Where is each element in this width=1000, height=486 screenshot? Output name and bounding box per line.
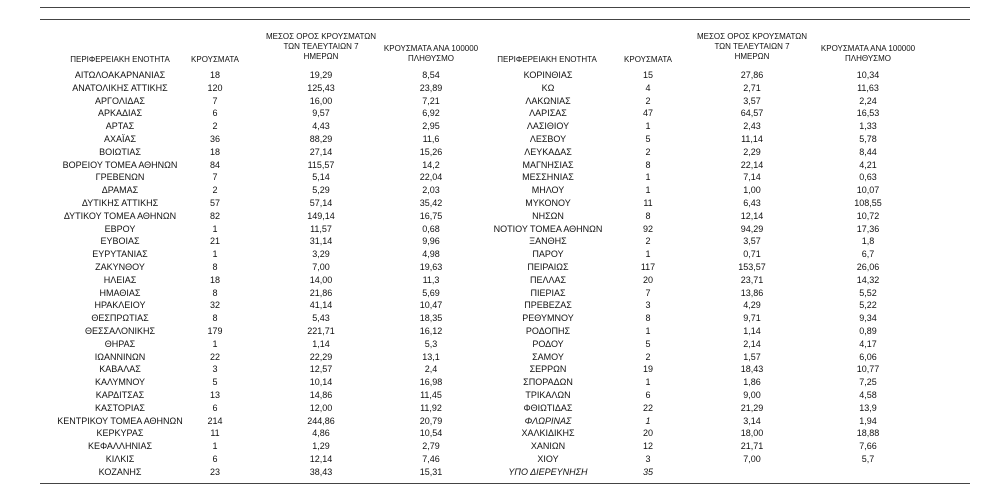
cell-per100k: 108,55 [854,198,882,208]
cell-region: ΛΑΡΙΣΑΣ [529,108,567,119]
cell-per100k: 19,63 [419,262,443,272]
cell-per100k: 35,42 [419,198,443,208]
cell-region: ΡΟΔΟΥ [532,338,564,349]
cell-per100k: 5,69 [422,287,440,298]
cell-cases: 19 [642,364,653,375]
cell-cases: 11 [210,428,220,439]
cell-avg: 9,00 [743,390,761,400]
cell-per100k: 11,45 [420,390,442,400]
cell-cases: 1 [212,441,218,452]
left-header-avg-line3: ΗΜΕΡΩΝ [303,52,339,61]
cell-cases: 5 [212,377,218,388]
cell-avg: 10,14 [309,377,333,388]
cell-avg: 2,43 [743,121,761,132]
cell-per100k: 14,32 [856,274,880,285]
cell-cases: 15 [642,70,653,80]
cell-cases: 1 [645,172,651,183]
cell-per100k: 18,88 [856,428,880,439]
cell-per100k: 10,34 [856,70,880,80]
cell-avg: 12,14 [309,454,333,464]
cell-region: ΒΟΡΕΙΟΥ ΤΟΜΕΑ ΑΘΗΝΩΝ [62,159,178,170]
header-rule [40,19,970,20]
left-header-cases: ΚΡΟΥΣΜΑΤΑ [191,55,239,64]
cell-avg: 88,29 [309,134,333,144]
cell-cases: 18 [209,274,220,285]
cell-cases: 1 [212,249,218,260]
cell-avg: 64,57 [740,108,764,119]
cell-cases: 2 [645,351,651,362]
cell-per100k: 2,03 [422,185,440,196]
cell-region: ΚΑΛΥΜΝΟΥ [94,377,146,388]
cell-region: ΗΡΑΚΛΕΙΟΥ [94,300,146,311]
cell-region: ΘΗΡΑΣ [104,338,136,349]
cell-per100k: 23,89 [419,82,443,93]
cell-cases: 5 [645,134,651,144]
cell-avg: 125,43 [307,82,335,93]
cell-avg: 11,57 [310,223,332,234]
cell-region: ΣΠΟΡΑΔΩΝ [523,377,573,388]
cell-region: ΑΧΑΪΑΣ [103,134,137,144]
cell-cases: 7 [645,287,651,298]
cell-per100k: 9,96 [422,236,440,247]
cell-per100k: 15,31 [419,466,443,477]
cell-per100k: 4,21 [859,159,877,170]
cell-region: ΥΠΟ ΔΙΕΡΕΥΝΗΣΗ [508,466,588,477]
cell-cases: 2 [645,95,651,106]
cell-per100k: 5,78 [859,134,877,144]
cell-avg: 41,14 [309,300,333,311]
cell-region: ΠΑΡΟΥ [532,249,564,260]
cell-cases: 11 [643,198,653,208]
cell-per100k: 16,75 [419,210,443,221]
cell-avg: 23,71 [740,274,764,285]
cell-per100k: 7,21 [422,95,440,106]
cell-region: ΚΕΦΑΛΛΗΝΙΑΣ [87,441,153,452]
cell-avg: 11,14 [741,134,763,144]
cell-region: ΛΑΚΩΝΙΑΣ [525,95,571,106]
cell-per100k: 1,8 [861,236,875,247]
cell-region: ΞΑΝΘΗΣ [529,236,567,247]
cell-per100k: 22,04 [419,172,443,183]
cell-per100k: 11,6 [422,134,440,144]
left-header-per100k [370,44,492,64]
cell-avg: 31,14 [309,236,333,247]
cell-avg: 4,43 [312,121,330,132]
cell-per100k: 2,4 [424,364,438,375]
cell-region: ΠΡΕΒΕΖΑΣ [524,300,572,311]
cell-per100k: 16,53 [856,108,880,119]
cell-cases: 214 [207,415,223,426]
cell-avg: 18,00 [740,428,764,439]
cell-cases: 1 [645,121,651,132]
cell-per100k: 0,68 [422,223,440,234]
cell-region: ΘΕΣΣΑΛΟΝΙΚΗΣ [84,326,156,336]
cell-cases: 179 [207,326,223,336]
cell-avg: 5,29 [312,185,330,196]
cell-region: ΚΑΣΤΟΡΙΑΣ [95,402,145,413]
cell-cases: 1 [212,338,218,349]
cell-region: ΑΡΓΟΛΙΔΑΣ [95,95,145,106]
cell-region: ΜΥΚΟΝΟΥ [525,198,571,208]
cell-cases: 120 [207,82,223,93]
right-header-region: ΠΕΡΙΦΕΡΕΙΑΚΗ ΕΝΟΤΗΤΑ [497,55,597,64]
cell-avg: 1,57 [743,351,761,362]
cell-avg: 22,14 [740,159,764,170]
cell-per100k: 10,54 [419,428,443,439]
cell-per100k: 16,98 [419,377,443,388]
cell-cases: 8 [645,313,651,324]
cell-avg: 57,14 [309,198,333,208]
cell-per100k: 5,52 [859,287,877,298]
cell-avg: 244,86 [307,415,335,426]
cell-per100k: 10,77 [856,364,880,375]
cell-cases: 22 [209,351,220,362]
cell-per100k: 8,44 [859,146,877,157]
left-header-avg-line2: ΤΩΝ ΤΕΛΕΥΤΑΙΩΝ 7 [283,42,359,51]
cell-per100k: 7,46 [422,454,440,464]
cell-region: ΔΥΤΙΚΟΥ ΤΟΜΕΑ ΑΘΗΝΩΝ [63,210,177,221]
right-header-per100k-line2: ΠΛΗΘΥΣΜΟ [844,54,892,63]
cell-cases: 84 [209,159,220,170]
cell-cases: 2 [212,121,218,132]
cell-region: ΠΙΕΡΙΑΣ [530,287,566,298]
cell-region: ΧΙΟΥ [537,454,559,464]
cell-avg: 27,86 [740,70,764,80]
cell-cases: 20 [642,428,653,439]
right-header-per100k-line1: ΚΡΟΥΣΜΑΤΑ ΑΝΑ 100000 [820,44,916,53]
cell-avg: 1,14 [743,326,761,336]
cell-region: ΕΥΡΥΤΑΝΙΑΣ [92,249,148,260]
cell-region: ΙΩΑΝΝΙΝΩΝ [94,351,146,362]
cell-cases: 18 [209,146,220,157]
cell-cases: 23 [209,466,220,477]
cell-cases: 36 [209,134,220,144]
cell-region: ΚΩ [541,82,555,93]
cell-avg: 19,29 [309,70,333,80]
cell-region: ΑΡΤΑΣ [105,121,135,132]
cell-region: ΛΑΣΙΘΙΟΥ [526,121,570,132]
cell-per100k: 11,63 [857,82,879,93]
cell-avg: 153,57 [738,262,766,272]
cell-per100k: 6,92 [422,108,440,119]
cell-per100k: 17,36 [856,223,880,234]
cell-cases: 1 [645,249,651,260]
right-header-per100k [806,44,930,64]
cell-avg: 1,14 [312,338,330,349]
cell-region: ΑΙΤΩΛΟΑΚΑΡΝΑΝΙΑΣ [74,70,166,80]
cell-avg: 21,71 [740,441,764,452]
cell-avg: 2,14 [743,338,761,349]
cell-region: ΜΗΛΟΥ [531,185,565,196]
cell-cases: 8 [212,262,218,272]
cell-region: ΝΗΣΩΝ [532,210,564,221]
cell-per100k: 18,35 [419,313,443,324]
cell-avg: 2,71 [743,82,761,93]
cell-avg: 7,14 [743,172,761,183]
cell-avg: 18,43 [740,364,764,375]
cell-avg: 5,43 [312,313,330,324]
right-header-cases: ΚΡΟΥΣΜΑΤΑ [624,55,672,64]
cell-avg: 7,00 [312,262,330,272]
cell-region: ΡΟΔΟΠΗΣ [525,326,571,336]
cell-cases: 13 [209,390,220,400]
cell-region: ΚΟΡΙΝΘΙΑΣ [523,70,573,80]
cell-avg: 38,43 [309,466,333,477]
cell-region: ΛΕΥΚΑΔΑΣ [524,146,572,157]
cell-cases: 8 [645,159,651,170]
cell-per100k: 10,72 [856,210,880,221]
cell-avg: 12,00 [309,402,333,413]
cell-avg: 2,29 [743,146,761,157]
cell-cases: 1 [645,377,651,388]
cell-cases: 7 [212,95,218,106]
cell-avg: 3,14 [743,415,761,426]
cell-region: ΚΙΛΚΙΣ [105,454,135,464]
cell-per100k: 8,54 [422,70,440,80]
cell-per100k: 1,33 [859,121,877,132]
cell-region: ΚΕΡΚΥΡΑΣ [96,428,144,439]
cell-cases: 18 [209,70,220,80]
cell-cases: 32 [209,300,220,311]
cell-region: ΤΡΙΚΑΛΩΝ [525,390,571,400]
cell-region: ΕΒΡΟΥ [104,223,136,234]
cell-region: ΜΕΣΣΗΝΙΑΣ [522,172,574,183]
cell-avg: 1,86 [743,377,761,388]
bottom-rule [40,483,970,484]
cell-cases: 8 [645,210,651,221]
cell-per100k: 10,07 [856,185,880,196]
cell-region: ΦΛΩΡΙΝΑΣ [524,415,572,426]
cell-avg: 12,14 [740,210,764,221]
cell-avg: 0,71 [743,249,761,260]
cell-region: ΣΑΜΟΥ [532,351,564,362]
cell-per100k: 26,06 [856,262,880,272]
cell-cases: 3 [645,300,651,311]
cell-avg: 3,57 [743,236,761,247]
cell-cases: 6 [212,402,218,413]
cell-per100k: 4,98 [422,249,440,260]
top-rule [40,7,970,8]
cell-per100k: 16,12 [419,326,443,336]
cell-region: ΕΥΒΟΙΑΣ [100,236,140,247]
right-header-avg-line2: ΤΩΝ ΤΕΛΕΥΤΑΙΩΝ 7 [714,42,790,51]
right-header-avg [690,32,814,62]
right-header-avg-line1: ΜΕΣΟΣ ΟΡΟΣ ΚΡΟΥΣΜΑΤΩΝ [696,32,808,41]
cell-cases: 4 [645,82,651,93]
cell-region: ΗΜΑΘΙΑΣ [99,287,141,298]
cell-per100k: 4,17 [859,338,877,349]
cell-avg: 14,86 [309,390,333,400]
cell-cases: 1 [645,185,651,196]
cell-avg: 9,57 [312,108,330,119]
cell-region: ΝΟΤΙΟΥ ΤΟΜΕΑ ΑΘΗΝΩΝ [493,223,603,234]
cell-cases: 8 [212,313,218,324]
cell-avg: 4,29 [743,300,761,311]
cell-region: ΖΑΚΥΝΘΟΥ [95,262,145,272]
cell-per100k: 7,25 [859,377,877,388]
cell-cases: 117 [640,262,656,272]
left-header-per100k-line2: ΠΛΗΘΥΣΜΟ [407,54,455,63]
cell-cases: 57 [209,198,220,208]
cell-per100k: 5,22 [859,300,877,311]
cell-per100k: 4,58 [859,390,877,400]
cell-avg: 27,14 [309,146,333,157]
cell-avg: 1,00 [743,185,761,196]
cell-cases: 82 [209,210,220,221]
cell-cases: 3 [212,364,218,375]
cell-cases: 8 [212,287,218,298]
cell-cases: 92 [642,223,653,234]
left-header-avg [258,32,384,62]
cell-avg: 94,29 [740,223,764,234]
cell-region: ΠΕΙΡΑΙΩΣ [527,262,569,272]
cell-per100k: 1,94 [859,415,877,426]
cell-region: ΜΑΓΝΗΣΙΑΣ [522,159,574,170]
cell-avg: 7,00 [743,454,761,464]
cell-cases: 1 [212,223,218,234]
cell-per100k: 2,24 [859,95,877,106]
cell-cases: 6 [645,390,651,400]
cell-avg: 22,29 [309,351,333,362]
cell-per100k: 2,79 [422,441,440,452]
cell-avg: 115,57 [307,159,335,170]
cell-avg: 21,86 [309,287,333,298]
cell-region: ΧΑΝΙΩΝ [530,441,566,452]
cell-region: ΒΟΙΩΤΙΑΣ [99,146,141,157]
cell-region: ΑΝΑΤΟΛΙΚΗΣ ΑΤΤΙΚΗΣ [72,82,168,93]
cell-per100k: 2,95 [422,121,440,132]
cell-region: ΔΥΤΙΚΗΣ ΑΤΤΙΚΗΣ [81,198,159,208]
cell-region: ΘΕΣΠΡΩΤΙΑΣ [91,313,149,324]
cell-per100k: 11,92 [420,402,442,413]
cell-cases: 47 [642,108,653,119]
cell-cases: 21 [209,236,220,247]
cell-cases: 35 [642,466,653,477]
right-header-avg-line3: ΗΜΕΡΩΝ [734,52,770,61]
cell-cases: 2 [645,146,651,157]
cell-avg: 1,29 [312,441,330,452]
cell-region: ΣΕΡΡΩΝ [529,364,567,375]
cell-cases: 2 [645,236,651,247]
cell-region: ΦΘΙΩΤΙΔΑΣ [523,402,573,413]
cell-avg: 221,71 [307,326,335,336]
cell-region: ΚΟΖΑΝΗΣ [98,466,142,477]
cell-avg: 14,00 [309,274,333,285]
cell-cases: 5 [645,338,651,349]
cell-region: ΡΕΘΥΜΝΟΥ [522,313,574,324]
cell-region: ΑΡΚΑΔΙΑΣ [97,108,143,119]
cell-cases: 6 [212,108,218,119]
left-header-region: ΠΕΡΙΦΕΡΕΙΑΚΗ ΕΝΟΤΗΤΑ [70,55,170,64]
cell-per100k: 20,79 [419,415,443,426]
cell-per100k: 14,2 [422,159,440,170]
cell-region: ΚΕΝΤΡΙΚΟΥ ΤΟΜΕΑ ΑΘΗΝΩΝ [57,415,183,426]
cell-region: ΗΛΕΙΑΣ [103,274,137,285]
cell-cases: 7 [212,172,218,183]
cell-per100k: 13,1 [422,351,440,362]
cell-per100k: 15,26 [419,146,443,157]
cell-region: ΚΑΒΑΛΑΣ [99,364,141,375]
cell-per100k: 11,3 [422,274,440,285]
cell-per100k: 6,06 [859,351,877,362]
cell-region: ΛΕΣΒΟΥ [529,134,567,144]
left-header-avg-line1: ΜΕΣΟΣ ΟΡΟΣ ΚΡΟΥΣΜΑΤΩΝ [265,32,377,41]
cell-region: ΠΕΛΛΑΣ [529,274,567,285]
cell-per100k: 6,7 [861,249,875,260]
cell-cases: 20 [642,274,653,285]
cell-region: ΚΑΡΔΙΤΣΑΣ [95,390,145,400]
cell-avg: 9,71 [743,313,761,324]
cell-avg: 4,86 [312,428,330,439]
cell-per100k: 13,9 [859,402,877,413]
cell-avg: 13,86 [740,287,764,298]
cell-avg: 16,00 [309,95,333,106]
cell-per100k: 0,89 [859,326,877,336]
cell-avg: 12,57 [309,364,333,375]
cell-cases: 1 [645,415,651,426]
cell-per100k: 5,7 [861,454,875,464]
cell-cases: 12 [642,441,653,452]
cell-per100k: 9,34 [859,313,877,324]
cell-avg: 6,43 [743,198,761,208]
cell-cases: 1 [645,326,651,336]
cell-cases: 2 [212,185,218,196]
cell-per100k: 0,63 [859,172,877,183]
left-header-per100k-line1: ΚΡΟΥΣΜΑΤΑ ΑΝΑ 100000 [383,44,479,53]
cell-avg: 5,14 [312,172,330,183]
cell-region: ΔΡΑΜΑΣ [101,185,139,196]
cell-per100k: 7,66 [859,441,877,452]
cell-cases: 6 [212,454,218,464]
cell-per100k: 5,3 [424,338,438,349]
cell-avg: 149,14 [307,210,335,221]
cell-avg: 21,29 [740,402,764,413]
cell-region: ΓΡΕΒΕΝΩΝ [95,172,145,183]
cell-cases: 3 [645,454,651,464]
cell-cases: 22 [642,402,653,413]
cell-avg: 3,29 [312,249,330,260]
cell-region: ΧΑΛΚΙΔΙΚΗΣ [521,428,575,439]
cell-per100k: 10,47 [419,300,443,311]
cell-avg: 3,57 [743,95,761,106]
